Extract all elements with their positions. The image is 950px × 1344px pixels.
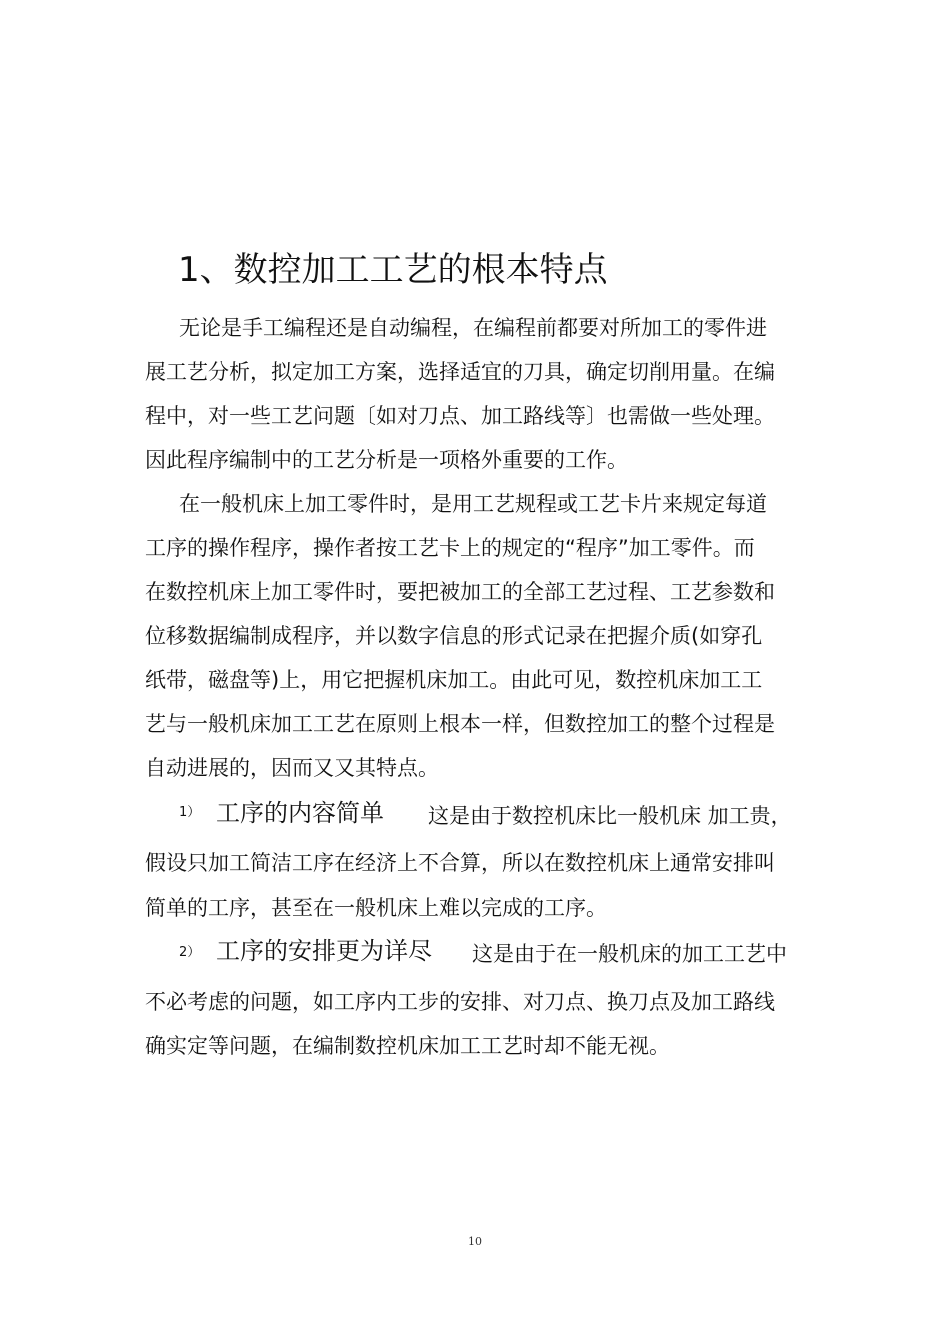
item-1-number: 1）	[179, 805, 201, 820]
item-1-title: 工序的内容简单	[216, 799, 384, 827]
item-1-line-2: 假设只加工简洁工序在经济上不合算，所以在数控机床上通常安排叫	[145, 851, 775, 875]
paragraph-1-line-1: 无论是手工编程还是自动编程，在编程前都要对所加工的零件进	[179, 316, 767, 340]
page-number: 10	[468, 1235, 482, 1248]
paragraph-2-line-1: 在一般机床上加工零件时，是用工艺规程或工艺卡片来规定每道	[179, 492, 767, 516]
paragraph-1-line-4: 因此程序编制中的工艺分析是一项格外重要的工作。	[145, 448, 628, 472]
item-2-line-2: 不必考虑的问题，如工序内工步的安排、对刀点、换刀点及加工路线	[145, 990, 775, 1014]
paragraph-2-line-2: 工序的操作程序，操作者按工艺卡上的规定的“程序”加工零件。而	[145, 536, 755, 560]
paragraph-2-line-5: 纸带，磁盘等)上，用它把握机床加工。由此可见，数控机床加工工	[145, 668, 763, 692]
section-heading: 1、数控加工工艺的根本特点	[178, 250, 608, 290]
paragraph-2-line-7: 自动进展的，因而又又其特点。	[145, 756, 439, 780]
item-1-first-line: 这是由于数控机床比一般机床 加工贵，	[428, 804, 792, 828]
item-2-line-3: 确实定等问题，在编制数控机床加工工艺时却不能无视。	[145, 1034, 670, 1058]
item-2-first-line: 这是由于在一般机床的加工工艺中	[472, 942, 787, 966]
item-2-title: 工序的安排更为详尽	[216, 937, 432, 965]
paragraph-2-line-6: 艺与一般机床加工工艺在原则上根本一样，但数控加工的整个过程是	[145, 712, 775, 736]
paragraph-1-line-2: 展工艺分析，拟定加工方案，选择适宜的刀具，确定切削用量。在编	[145, 360, 775, 384]
paragraph-1-line-3: 程中，对一些工艺问题〔如对刀点、加工路线等〕也需做一些处理。	[145, 404, 775, 428]
item-2-number: 2）	[179, 945, 201, 960]
paragraph-2-line-3: 在数控机床上加工零件时，要把被加工的全部工艺过程、工艺参数和	[145, 580, 775, 604]
paragraph-2-line-4: 位移数据编制成程序，并以数字信息的形式记录在把握介质(如穿孔	[145, 624, 763, 648]
item-1-line-3: 简单的工序，甚至在一般机床上难以完成的工序。	[145, 896, 607, 920]
